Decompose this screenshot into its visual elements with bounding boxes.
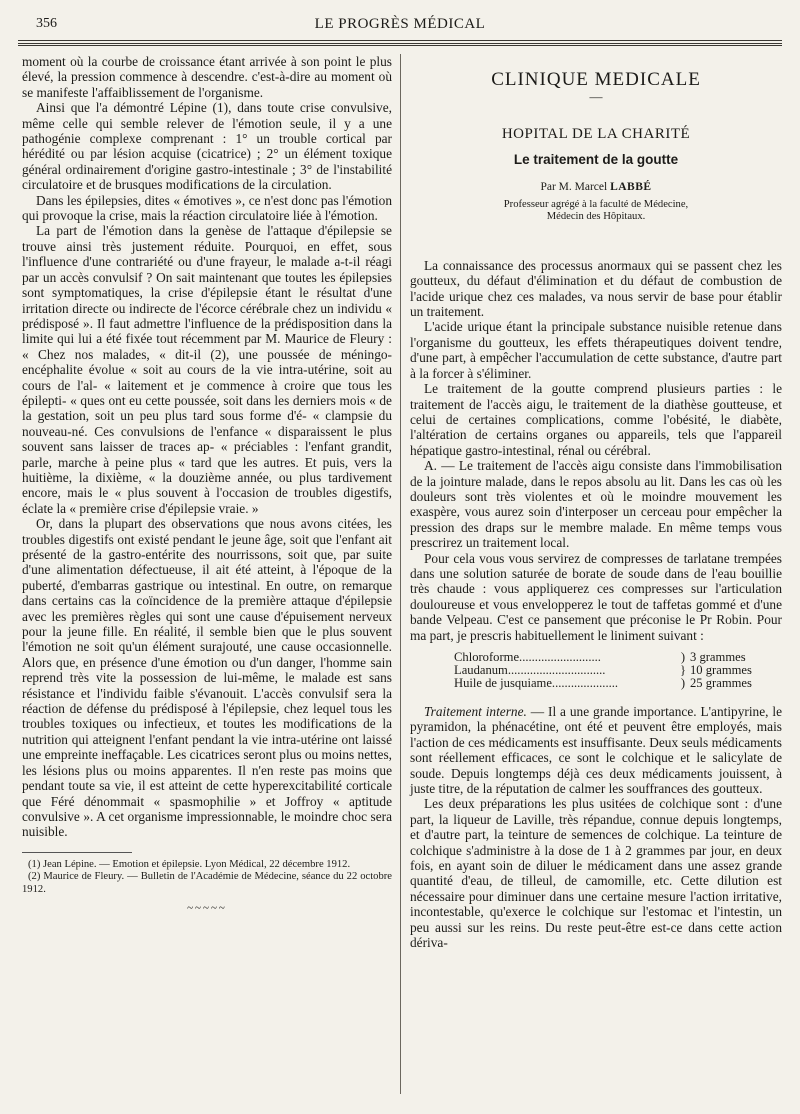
page-header xyxy=(18,14,782,38)
ingredient-name: Laudanum............................... xyxy=(454,663,606,677)
paragraph xyxy=(410,704,782,796)
paragraph: A. — Le traitement de l'accès aigu consiste dans l'immobilisation de la jointure malade, dans le repos absolu au lit. Dans les cas où les douleurs sont très violentes et où le moindre mouvement les exaspère, vous aurez soin d'interposer un cerceau pour empêcher la pression des draps sur le membre malade. En même temps vous prescrirez un traitement local. xyxy=(410,458,782,551)
article-title: Le traitement de la goutte xyxy=(513,152,679,168)
footnote: (1) Jean Lépine. — Emotion et épilepsie. Lyon Médical, 22 décembre 1912. xyxy=(28,858,351,870)
ingredient-qty: 3 grammes xyxy=(690,650,746,664)
recipe-row: Laudanum............................... } 10 grammes xyxy=(454,663,752,677)
paragraph-text: — Il a une grande importance. L'antipyrine, le pyramidon, la phénacétine, ont été et peuvent être employés, mais l'action de ces médicaments est insuffisante. Deux seuls médicaments sont réellement efficaces, ce sont le colchique et le salicylate de soude. Depuis longtemps déjà ces deux médicaments jouissent, à juste titre, de la réputation de calmer les souffrances des goutteux. xyxy=(410,704,782,797)
paragraph: La part de l'émotion dans la genèse de l'attaque d'épilepsie se trouve ainsi très justement réduite. Pourquoi, en effet, sous l'influence d'une contrariété ou d'une frayeur, le malade a-t-il réagi par un accès convulsif ? On sait maintenant que toutes les épilepsies sont symptomatiques, la crise d'épilepsie étant le résultat d'une irritation directe ou indirecte de l'écorce cérébrale chez un individu « prédisposé ». Il faut admettre l'influence de la prédisposition dans la limite qui lui a été fixée tout récemment par M. Maurice de Fleury : « Chez nos malades, « dit-il (2), une poussée de méningo-encéphalite évolue « soit au cours de la vie intra-utérine, soit au cours de l'al- « laitement et je commence à croire que tous les épilepti- « ques ont eu cette poussée, soit dans les derniers mois « de la gestation, soit un peu plus tard sous forme d'é- « clampsie du nouveau-né. Ces convulsions de l'enfance « disparaissent le plus souvent sans laisser de traces ap- « préciables : l'enfant grandit, parle, marche à peine plus « tard que les autres. Et puis, vers la huitième, la dixième, « la douzième année, ou plus tardivement encore, mais le « plus souvent à l'occasion de troubles digestifs, éclate la « première crise d'épilepsie vraie. » xyxy=(22,223,392,516)
paragraph: La connaissance des processus anormaux qui se passent chez les goutteux, du défaut d'élimination et du défaut de combustion de l'acide urique chez ces malades, va nous servir de base pour établir un traitement. xyxy=(410,257,782,320)
subheading: Traitement interne. xyxy=(424,704,527,719)
right-column xyxy=(410,54,782,951)
paragraph: Le traitement de la goutte comprend plusieurs parties : le traitement de l'accès aigu, le traitement de la diathèse goutteuse, et celui de certaines complications, comme l'obésité, le diabète, l'altération de certains organes ou appareils, tels que l'appareil hépatique gastro-intestinal, rénal ou cérébral. xyxy=(410,381,782,458)
affiliation xyxy=(410,199,782,224)
hospital-name: HOPITAL DE LA CHARITÉ xyxy=(501,125,691,142)
affiliation-line: Professeur agrégé à la faculté de Médecine, xyxy=(503,199,689,211)
author-name: LABBÉ xyxy=(610,180,652,193)
recipe-row: Huile de jusquiame..................... ) 25 grammes xyxy=(454,676,752,690)
paragraph: Or, dans la plupart des observations que nous avons citées, les troubles digestifs ont existé pendant le jeune âge, soit que l'enfant ait présenté de la gastro-entérite des nourrissons, soit que, par suite d'une alimentation défectueuse, il ait été atteint, à l'époque de la puberté, d'embarras gastrique ou intestinal. En outre, on remarque dans certains cas la coïncidence de la première attaque d'épilepsie avec les premières règles qui sont une cause d'épuisement nerveux pour la jeune fille. En réalité, il semble bien que le plus souvent l'émotion ne soit qu'un élément surajouté, une cause occasionnelle. Alors que, en présence d'une émotion ou d'un danger, l'homme sain reprend très vite la possession de lui-même, le malade est sans résistance et l'individu faible s'évanouit. L'accès convulsif sera la réaction de défense du prédisposé à l'épilepsie, chez lequel tous les troubles toxiques ou infectieux, et toutes les modifications de la nutrition qui atteignent l'enfant pendant la vie intra-utérine ont laissé une empreinte ineffaçable. Les cicatrices seront plus ou moins nettes, les lésions plus ou moins apparentes. Il n'en reste pas moins que pendant toute sa vie, il est atteint de cette hyperexcitabilité corticale que Féré dénommait « spasmophilie » et Joffroy « aptitude convulsive ». A cet organisme impressionnable, le moindre choc sera nuisible. xyxy=(22,516,392,840)
left-column xyxy=(22,54,392,916)
section-dash: — xyxy=(589,89,603,105)
recipe xyxy=(454,651,782,690)
paragraph: moment où la courbe de croissance étant arrivée à son point le plus élevé, la pression commence à descendre. c'est-à-dire au moment où se manifeste l'affaiblissement de l'organisme. xyxy=(22,54,392,100)
ingredient-qty: 10 grammes xyxy=(690,663,752,677)
paragraph: L'acide urique étant la principale substance nuisible retenue dans l'organisme du goutteux, les effets thérapeutiques doivent tendre, d'une part, à empêcher l'accumulation de cette substance, d'autre part à la forcer à s'éliminer. xyxy=(410,319,782,381)
ingredient-name: Huile de jusquiame..................... xyxy=(454,676,619,690)
paragraph: Dans les épilepsies, dites « émotives », ce n'est donc pas l'émotion qui provoque la crise, mais la réaction circulatoire liée à l'émotion. xyxy=(22,192,392,224)
page-number: 356 xyxy=(36,16,57,31)
footnote: (2) Maurice de Fleury. — Bulletin de l'Académie de Médecine, séance du 22 octobre 1912. xyxy=(22,871,392,895)
byline xyxy=(410,180,782,195)
ingredient-qty: 25 grammes xyxy=(690,676,752,690)
ingredient-name: Chloroforme.......................... xyxy=(454,650,601,664)
recipe-row: Chloroforme.......................... ) 3 grammes xyxy=(454,650,746,664)
ornament: ~~~~~ xyxy=(187,901,227,914)
affiliation-line: Médecin des Hôpitaux. xyxy=(546,211,646,223)
byline-prefix: Par M. Marcel xyxy=(540,180,608,193)
footnote-rule xyxy=(22,852,132,853)
header-rule xyxy=(18,40,782,46)
paragraph: Pour cela vous vous servirez de compresses de tarlatane trempées dans une solution saturée de borate de soude dans de l'eau bouillie très chaude : vous appliquerez ces compresses sur l'articulation douloureuse et vous envelopperez le tout de taffetas gommé et d'une bande Velpeau. C'est ce pansement que préconise le Pr Robin. Pour ma part, je prescris habituellement le liniment suivant : xyxy=(410,550,782,643)
paragraph: Ainsi que l'a démontré Lépine (1), dans toute crise convulsive, même celle qui semble relever de l'émotion seule, il y a une pathogénie complexe comprenant : 1° un trouble cortical par hérédité ou par lésion acquise (cicatrice) ; 2° un élément toxique général ordinairement d'origine gastro-intestinale ; 3° de l'instabilité circulatoire et de brusques modifications de la circulation. xyxy=(22,100,392,193)
column-divider xyxy=(400,54,401,1094)
section-title: CLINIQUE MEDICALE xyxy=(491,69,701,90)
paragraph: Les deux préparations les plus usitées de colchique sont : d'une part, la liqueur de Laville, très répandue, connue depuis longtemps, et d'autre part, la teinture de semences de colchique. La teinture de colchique s'administre à la dose de 1 à 2 grammes par jour, en deux fois, en ayant soin de diluer le médicament dans une assez grande quantité d'eau, de tilleul, de camomille, etc. Cette dilution est nécessaire pour diminuer dans une certaine mesure l'action irritative, incontestable, qu'exerce le colchique sur l'estomac et l'intestin, un peu aussi sur les reins. Du reste peut-être est-ce dans cette action dériva- xyxy=(410,796,782,951)
running-title: LE PROGRÈS MÉDICAL xyxy=(314,16,486,32)
